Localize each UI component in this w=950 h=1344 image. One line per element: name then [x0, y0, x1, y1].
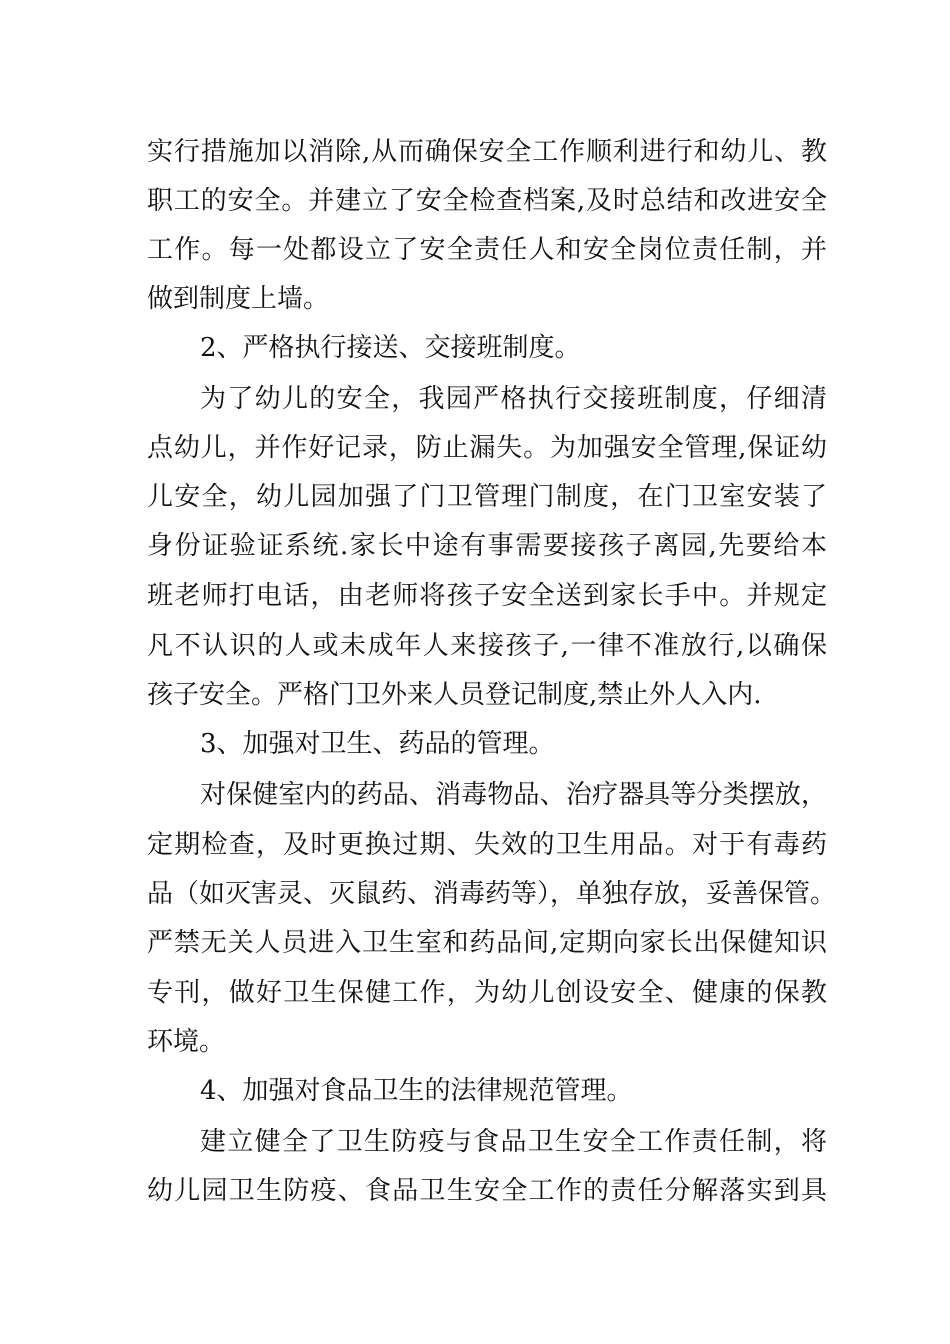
section-heading: 3、加强对卫生、药品的管理。 — [200, 729, 555, 759]
text-line: 实行措施加以消除,从而确保安全工作顺利进行和幼儿、教 — [147, 137, 827, 167]
text-line: 专刊，做好卫生保健工作，为幼儿创设安全、健康的保教 — [147, 978, 827, 1008]
text-line: 点幼儿，并作好记录，防止漏失。为加强安全管理,保证幼 — [147, 433, 827, 463]
text-line: 建立健全了卫生防疫与食品卫生安全工作责任制，将 — [200, 1127, 827, 1157]
text-line: 定期检查，及时更换过期、失效的卫生用品。对于有毒药 — [147, 830, 827, 860]
text-line: 工作。每一处都设立了安全责任人和安全岗位责任制，并 — [147, 235, 827, 265]
text-line: 凡不认识的人或未成年人来接孩子,一律不准放行,以确保 — [147, 631, 827, 661]
text-line: 对保健室内的药品、消毒物品、治疗器具等分类摆放， — [200, 780, 827, 810]
text-line: 品（如灭害灵、灭鼠药、消毒药等），单独存放，妥善保管。 — [147, 879, 837, 909]
section-heading: 4、加强对食品卫生的法律规范管理。 — [200, 1076, 633, 1106]
text-line: 身份证验证系统.家长中途有事需要接孩子离园,先要给本 — [147, 531, 827, 561]
text-line: 孩子安全。严格门卫外来人员登记制度,禁止外人入内. — [147, 680, 762, 710]
text-line: 班老师打电话，由老师将孩子安全送到家长手中。并规定 — [147, 581, 827, 611]
text-line: 儿安全，幼儿园加强了门卫管理门制度，在门卫室安装了 — [147, 482, 827, 512]
text-line: 严禁无关人员进入卫生室和药品间,定期向家长出保健知识 — [147, 928, 827, 958]
text-line: 环境。 — [147, 1027, 226, 1057]
section-heading: 2、严格执行接送、交接班制度。 — [200, 333, 581, 363]
text-line: 幼儿园卫生防疫、食品卫生安全工作的责任分解落实到具 — [147, 1176, 827, 1206]
text-line: 职工的安全。并建立了安全检查档案,及时总结和改进安全 — [147, 186, 827, 216]
text-line: 做到制度上墙。 — [147, 284, 330, 314]
text-line: 为了幼儿的安全，我园严格执行交接班制度，仔细清 — [200, 384, 827, 414]
